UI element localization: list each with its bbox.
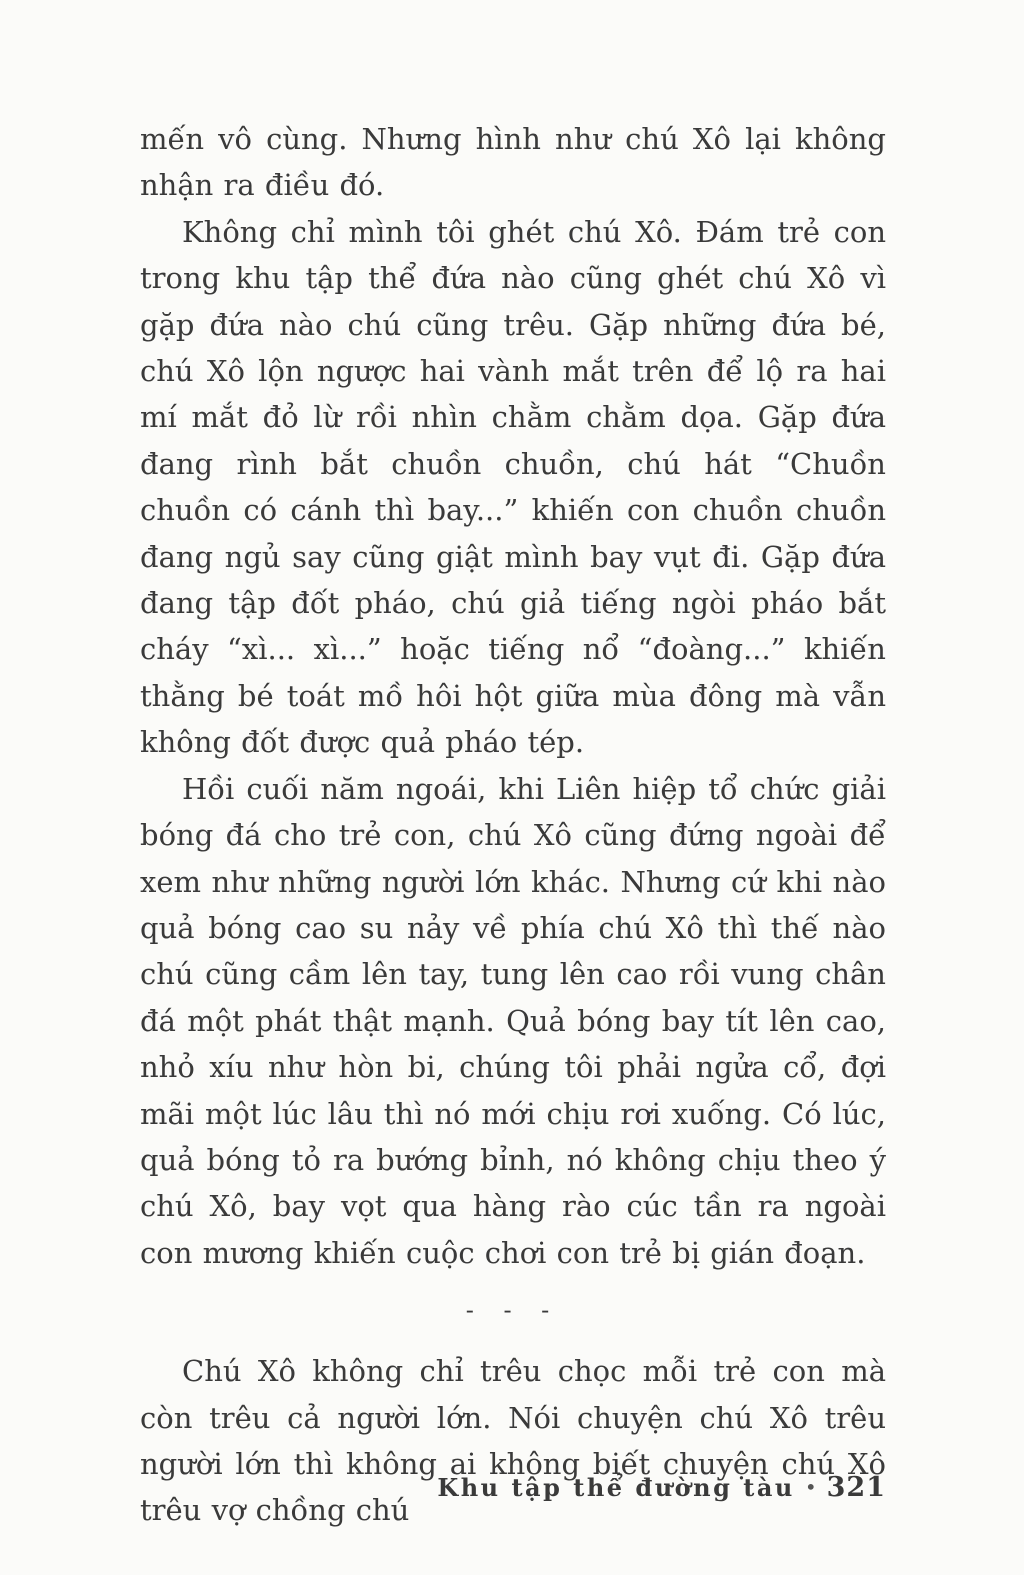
footer-bullet: • bbox=[804, 1475, 817, 1499]
section-separator: - - - bbox=[465, 1296, 561, 1325]
footer-book-section-title: Khu tập thể đường tàu bbox=[437, 1473, 795, 1502]
paragraph: Không chỉ mình tôi ghét chú Xô. Đám trẻ con trong khu tập thể đứa nào cũng ghét chú Xô vì gặp đứa nào chú cũng trêu. Gặp những đứa bé, chú Xô lộn ngược hai vành mắt trên để lộ ra hai mí mắt đỏ lừ rồi nhìn chằm chằm dọa. Gặp đứa đang rình bắt chuồn chuồn, chú hát “Chuồn chuồn có cánh thì bay...” khiến con chuồn chuồn đang ngủ say cũng giật mình bay vụt đi. Gặp đứa đang tập đốt pháo, chú giả tiếng ngòi pháo bắt cháy “xì... xì...” hoặc tiếng nổ “đoàng...” khiến thằng bé toát mồ hôi hột giữa mùa đông mà vẫn không đốt được quả pháo tép. bbox=[140, 214, 886, 760]
paragraph: Hồi cuối năm ngoái, khi Liên hiệp tổ chức giải bóng đá cho trẻ con, chú Xô cũng đứng ngoài để xem như những người lớn khác. Nhưng cứ khi nào quả bóng cao su nảy về phía chú Xô thì thế nào chú cũng cầm lên tay, tung lên cao rồi vung chân đá một phát thật mạnh. Quả bóng bay tít lên cao, nhỏ xíu như hòn bi, chúng tôi phải ngửa cổ, đợi mãi một lúc lâu thì nó mới chịu rơi xuống. Có lúc, quả bóng tỏ ra bướng bỉnh, nó không chịu theo ý chú Xô, bay vọt qua hàng rào cúc tần ra ngoài con mương khiến cuộc chơi con trẻ bị gián đoạn. bbox=[140, 771, 886, 1270]
paragraph-continuation: mến vô cùng. Nhưng hình như chú Xô lại không nhận ra điều đó. bbox=[140, 122, 886, 203]
page-footer bbox=[437, 1472, 886, 1503]
footer-page-number: 321 bbox=[826, 1472, 886, 1503]
paragraph: Chú Xô không chỉ trêu chọc mỗi trẻ con mà còn trêu cả người lớn. Nói chuyện chú Xô trêu người lớn thì không ai không biết chuyện chú Xô trêu vợ chồng chú bbox=[140, 1354, 886, 1528]
page-text-block bbox=[140, 116, 886, 1534]
